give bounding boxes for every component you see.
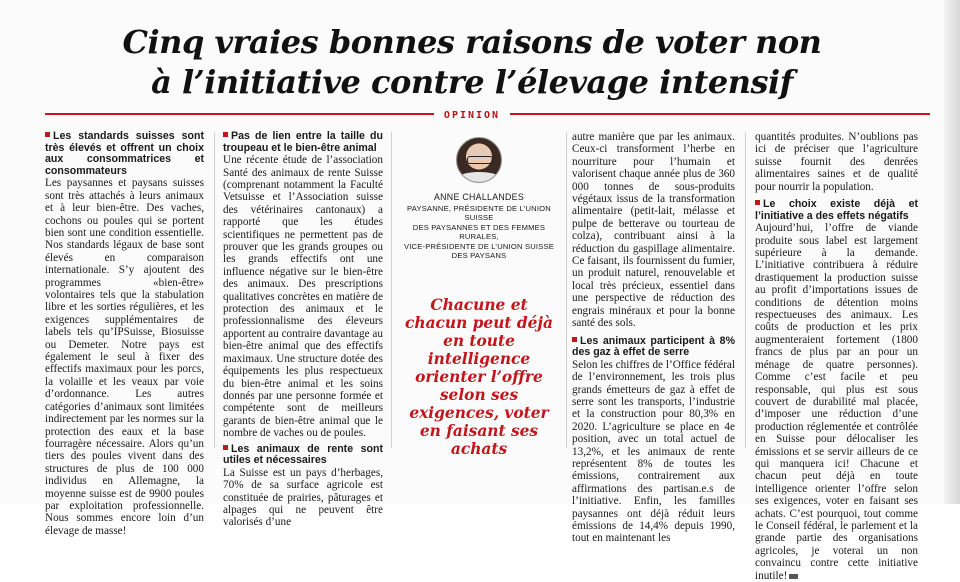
body-text: La Suisse est un pays d’herbages, 70% de sa surface agricole est constituée de prairies, pâturages et alpages qui ne peuvent être valorisés d’une [223,466,383,529]
author-role-line: PAYSANNE, PRÉSIDENTE DE L’UNION SUISSE [407,204,551,223]
author-role [398,204,560,260]
column-1 [45,131,204,537]
headline [0,22,944,102]
subhead-text: Les animaux participent à 8% des gaz à effet de serre [572,334,735,359]
bullet-square-icon [223,445,228,450]
body-text-final: Aujourd’hui, l’offre de viande produite sous label est largement supérieure à la demande. L’initiative contribuera à réduire drastiquement la production suisse au profit d’importations issues de conditions de détention moins respectueuses des animaux. Les coûts de production et les prix augmenteraient fortement (1800 francs de plus par an pour un ménage de quatre personnes). Comme c’est facile et peu responsable, qui plus est sous couvert de durabilité mal placée, d’imposer une réduction d’une production réglementée et contrôlée en Suisse pour délocaliser les émissions et se servir ailleurs de ce qui manquera ici! Chacune et chacun peut déjà en toute intelligence orienter l’offre selon ses exigences, voter en faisant ses achats. C’est pourquoi, tout comme le Conseil fédéral, le parlement et la grande partie des organisations agricoles, je voterai un non convaincu contre cette initiative inutile! [755,222,918,582]
subhead-text: Pas de lien entre la taille du troupeau et le bien-être animal [223,130,383,154]
subhead [45,131,204,177]
body-text: Selon les chiffres de l’Office fédéral de l’environnement, les trois plus grands émetteurs de gaz à effet de serre sont les transports, l’industrie et la construction pour 80,3% en 2020. L’agriculture se place en 4e position, avec un total actuel de 13,2%, et les animaux de rente représentent 8% de toutes les émissions, contrairement aux affirmations des partisan.e.s de l’initiative. Enfin, les familles paysannes ont déjà réduit leurs émissions de 14,4% depuis 1990, tout en maintenant les [572,358,735,545]
author-role-line: VICE-PRÉSIDENTE DE L’UNION SUISSE [403,241,555,251]
rubric [0,105,944,123]
subhead [755,199,918,222]
body-text: autre manière que par les animaux. Ceux-ci transforment l’herbe en nourriture pour l’humain et valorisent chaque année plus de 360 000 tonnes de sous-produits végétaux issus de la transformation alimentaire (petit-lait, mélasse et pulpe de betterave ou tourteau de colza), contribuant ainsi à la réduction du gaspillage alimentaire. Ce faisant, ils fournissent du fumier, un produit naturel, renouvelable et local très précieux, essentiel dans une perspective de réduction des engrais minéraux et pour la bonne santé des sols. [572,131,735,330]
column-5 [755,131,918,582]
subhead [223,131,383,154]
glasses-icon [467,156,493,164]
column-divider [745,132,746,448]
column-2 [223,131,383,529]
column-divider [566,132,567,448]
author-portrait [456,137,502,183]
subhead [572,336,735,359]
subhead [223,444,383,467]
column-divider [391,132,392,448]
bullet-square-icon [572,337,577,342]
author-block [398,132,560,458]
rubric-label: OPINION [434,110,510,121]
body-text [755,222,918,582]
column-divider [214,132,215,448]
bullet-square-icon [223,132,228,137]
author-role-line: DES PAYSANNES ET DES FEMMES RURALES, [412,222,546,242]
headline-line-1: Cinq vraies bonnes raisons de voter non [122,23,822,61]
shirt-shape [457,172,501,183]
author-role-line: DES PAYSANS [451,251,507,261]
headline-line-2: à l’initiative contre l’élevage intensif [151,63,793,101]
body-text: quantités produites. N’oublions pas ici de préciser que l’agriculture suisse fournit des denrées alimentaires saines et de qualité pour nourrir la population. [755,131,918,193]
bullet-square-icon [45,132,50,137]
subhead-text: Le choix existe déjà et l’initiative a des effets négatifs [755,198,918,222]
bullet-square-icon [755,200,760,205]
end-of-article-icon [789,574,798,579]
column-4 [572,131,735,545]
body-text: Les paysannes et paysans suisses sont très attachés à leurs animaux et à leur bien-être. Des vaches, cochons ou poules qui se portent bien sont une condition essentielle. Nos standards légaux de base sont élevés en comparaison internationale. S’y ajoutent des programmes «bien-être» volontaires tels que la stabulation libre et les sorties régulières, et les exigences supplémentaires de labels tels qu’IPSuisse, Biosuisse ou Demeter. Notre pays est également le seul à fixer des effectifs maximaux pour les porcs, la volaille et les veaux par voie d’ordonnance. Les autres catégories d’animaux sont limitées indirectement par les normes sur la protection des eaux et la base fourragère nécessaire. Alors qu’un tiers des poules vivent dans des structures de plus de 100 000 individus en Allemagne, la moyenne suisse est de 9900 poules par exploitation professionnelle. Nous sommes encore loin d’un élevage de masse! [45,177,204,537]
subhead-text: Les animaux de rente sont utiles et nécessaires [223,442,383,467]
subhead-text: Les standards suisses sont très élevés et offrent un choix aux consommatrices et consommateurs [45,130,204,177]
body-text: Une récente étude de l’association Santé des animaux de rente Suisse (comprenant notamment la Faculté Vetsuisse et l’Association suisse des vétérinaires cantonaux) a rapporté que les études scientifiques ne permettent pas de prouver que les grands groupes ou les grands effectifs ont une influence négative sur le bien-être des animaux. Des prescriptions qualitatives concrètes en matière de protection des animaux et le professionnalisme des éleveurs apportent au contraire davantage au bien-être animal que des effectifs maximaux. Une structure dotée des équipements les plus respectueux du bien-être animal et les soins donnés par une personne formée et compétente sont de meilleurs garants de bien-être animal que le nombre de vaches ou de poules. [223,154,383,440]
pull-quote: Chacune et chacun peut déjà en toute intelligence orienter l’offre selon ses exigences, voter en faisant ses achats [405,296,553,459]
author-name: ANNE CHALLANDES [433,192,525,202]
